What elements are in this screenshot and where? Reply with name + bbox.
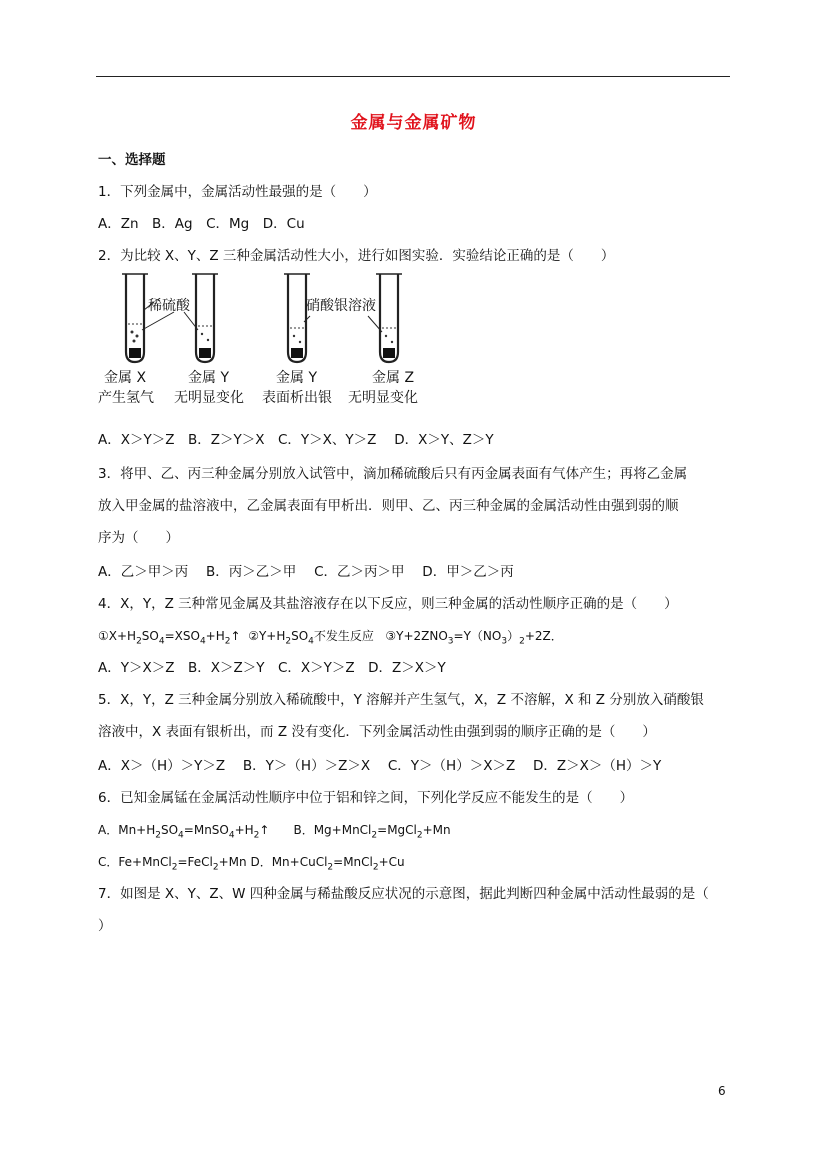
tube-4-result: 无明显变化 — [348, 390, 418, 406]
question-3-line-2: 放入甲金属的盐溶液中，乙金属表面有甲析出．则甲、乙、丙三种金属的金属活动性由强到弱的顺 — [98, 498, 679, 514]
test-tube-4 — [376, 274, 402, 362]
test-tube-diagram — [98, 270, 428, 406]
tube-4-metal: 金属 Z — [372, 370, 415, 386]
question-4-options: A．Y＞X＞Z B．X＞Z＞Y C．X＞Y＞Z D．Z＞X＞Y — [98, 660, 446, 676]
reagent-label-2: 硝酸银溶液 — [306, 298, 376, 314]
question-5-line-1: 5．X，Y，Z 三种金属分别放入稀硫酸中，Y 溶解并产生氢气，X，Z 不溶解，X 和 Z 分别放入硝酸银 — [98, 692, 704, 708]
question-5-line-2: 溶液中，X 表面有银析出，而 Z 没有变化．下列金属活动性由强到弱的顺序正确的是（ ） — [98, 724, 656, 740]
question-4-stem: 4．X，Y，Z 三种常见金属及其盐溶液存在以下反应，则三种金属的活动性顺序正确的是（ ） — [98, 596, 678, 612]
question-2-options: A．X＞Y＞Z B．Z＞Y＞X C．Y＞X、Y＞Z D．X＞Y、Z＞Y — [98, 432, 494, 448]
question-6-stem: 6．已知金属锰在金属活动性顺序中位于铝和锌之间，下列化学反应不能发生的是（ ） — [98, 790, 634, 806]
question-6-options-cd: C．Fe+MnCl$_2$=FeCl$_2$+Mn D．Mn+CuCl$_2$=MnCl$_2$+Cu — [98, 855, 405, 873]
test-tube-figure — [98, 270, 428, 406]
question-3-line-1: 3．将甲、乙、丙三种金属分别放入试管中，滴加稀硫酸后只有丙金属表面有气体产生；再将乙金属 — [98, 466, 688, 482]
tube-3-metal: 金属 Y — [276, 370, 318, 386]
question-2-stem: 2．为比较 X、Y、Z 三种金属活动性大小，进行如图实验．实验结论正确的是（ ） — [98, 248, 615, 264]
test-tube-3 — [284, 274, 310, 362]
section-heading: 一、选择题 — [98, 152, 166, 168]
question-3-line-3: 序为（ ） — [98, 530, 179, 546]
header-rule — [96, 76, 730, 77]
reagent-label-1: 稀硫酸 — [148, 298, 190, 314]
question-1-stem: 1．下列金属中，金属活动性最强的是（ ） — [98, 184, 377, 200]
question-3-options: A．乙＞甲＞丙 B．丙＞乙＞甲 C．乙＞丙＞甲 D．甲＞乙＞丙 — [98, 564, 514, 580]
question-5-options: A．X＞（H）＞Y＞Z B．Y＞（H）＞Z＞X C．Y＞（H）＞X＞Z D．Z＞X＞（H）＞Y — [98, 758, 662, 774]
test-tube-1 — [122, 274, 148, 362]
tube-1-result: 产生氢气 — [98, 390, 154, 406]
page-title: 金属与金属矿物 — [350, 113, 477, 133]
tube-2-metal: 金属 Y — [188, 370, 230, 386]
test-tube-2 — [192, 274, 218, 362]
question-4-reactions: $①X+H_2SO_4=XSO_4+H_2↑$ $②Y+H_2SO_4$不发生反应 $③Y+2ZNO_3=Y(NO_3)_2+2Z$． — [98, 629, 563, 647]
tube-2-result: 无明显变化 — [174, 390, 244, 406]
question-7-line-1: 7．如图是 X、Y、Z、W 四种金属与稀盐酸反应状况的示意图，据此判断四种金属中活动性最弱的是（ — [98, 886, 709, 902]
question-1-options: A．Zn B．Ag C．Mg D．Cu — [98, 216, 305, 232]
tube-1-metal: 金属 X — [104, 370, 147, 386]
question-6-options-ab: A．$Mn+H_2SO_4=MnSO_4+H_2↑$ B．Mg+MnCl$_2$=MgCl$_2$+Mn — [98, 823, 451, 841]
page-number: 6 — [718, 1084, 726, 1098]
question-7-line-2: ） — [98, 918, 112, 934]
tube-3-result: 表面析出银 — [262, 390, 332, 406]
